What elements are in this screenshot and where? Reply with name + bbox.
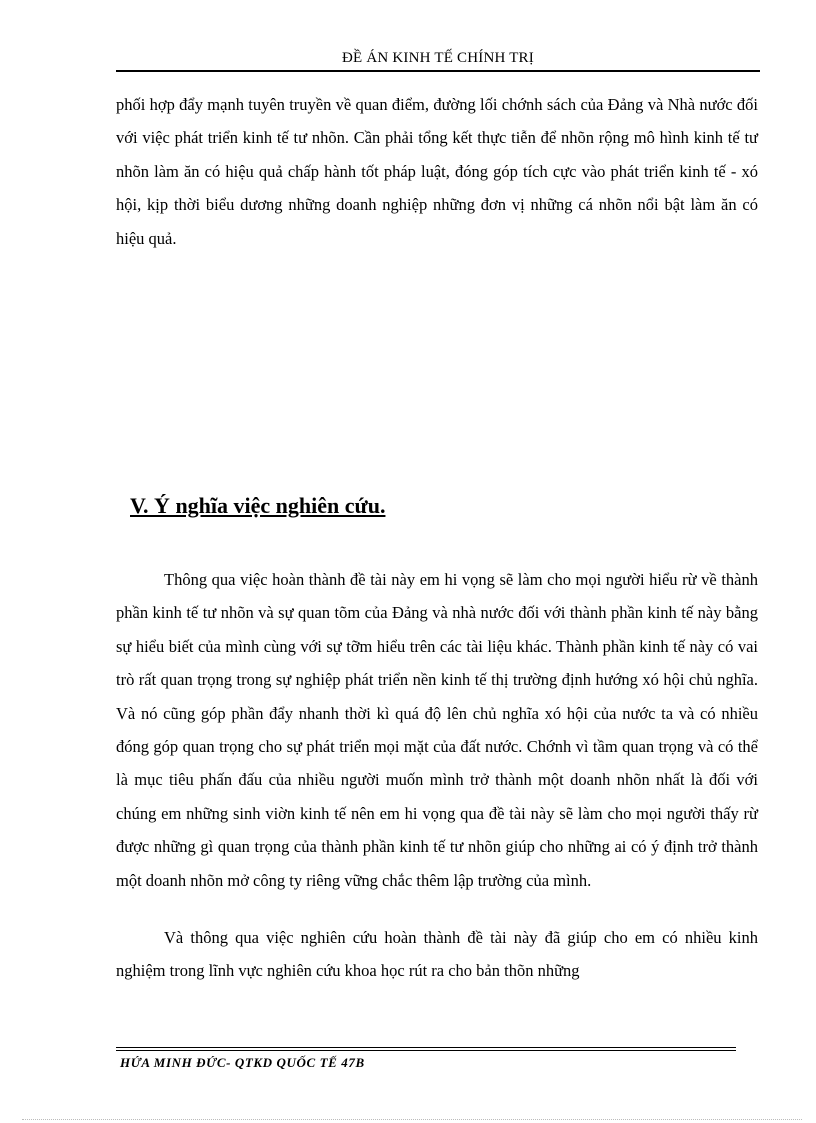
page-bottom-edge bbox=[22, 1119, 802, 1120]
page-header-title: ĐỀ ÁN KINH TẾ CHÍNH TRỊ bbox=[342, 50, 534, 66]
header-divider bbox=[116, 70, 760, 72]
page-footer-author: HỨA MINH ĐỨC- QTKD QUỐC TẾ 47B bbox=[120, 1055, 365, 1070]
section-heading: V. Ý nghĩa việc nghiên cứu. bbox=[130, 493, 386, 518]
continuation-paragraph: phối hợp đẩy mạnh tuyên truyền về quan điểm, đường lối chớnh sách của Đảng và Nhà nước đối với việc phát triển kinh tế tư nhõn. Cần phải tổng kết thực tiễn để nhõn rộng mô hình kinh tế tư nhõn làm ăn có hiệu quả chấp hành tốt pháp luật, đóng góp tích cực vào phát triển kinh tế - xó hội, kịp thời biểu dương những doanh nghiệp những đơn vị những cá nhõn nổi bật làm ăn có hiệu quả. bbox=[116, 95, 758, 248]
body-paragraph-2: Và thông qua việc nghiên cứu hoàn thành đề tài này đã giúp cho em có nhiều kinh nghiệm trong lĩnh vực nghiên cứu khoa học rút ra cho bản thõn những bbox=[116, 928, 758, 981]
body-paragraph-1: Thông qua việc hoàn thành đề tài này em hi vọng sẽ làm cho mọi người hiểu rừ về thành phần kinh tế tư nhõn và sự quan tõm của Đảng và nhà nước đối với thành phần kinh tế này bằng sự hiểu biết của mình cùng với sự tỡm hiểu trên các tài liệu khác. Thành phần kinh tế này có vai trò rất quan trọng trong sự nghiệp phát triển nền kinh tế thị trường định hướng xó hội chủ nghĩa. Và nó cũng góp phần đẩy nhanh thời kì quá độ lên chủ nghĩa xó hội của nước ta và có nhiều đóng góp quan trọng cho sự phát triển mọi mặt của đất nước. Chớnh vì tầm quan trọng và có thể là mục tiêu phấn đấu của nhiều người muốn mình trở thành một doanh nhõn nhất là đối với chúng em những sinh viờn kinh tế nên em hi vọng qua đề tài này sẽ làm cho mọi người thấy rừ được những gì quan trọng của thành phần kinh tế tư nhõn giúp cho những ai có ý định trở thành một doanh nhõn mở công ty riêng vững chắc thêm lập trường của mình. bbox=[116, 570, 758, 890]
footer-divider bbox=[116, 1047, 736, 1051]
